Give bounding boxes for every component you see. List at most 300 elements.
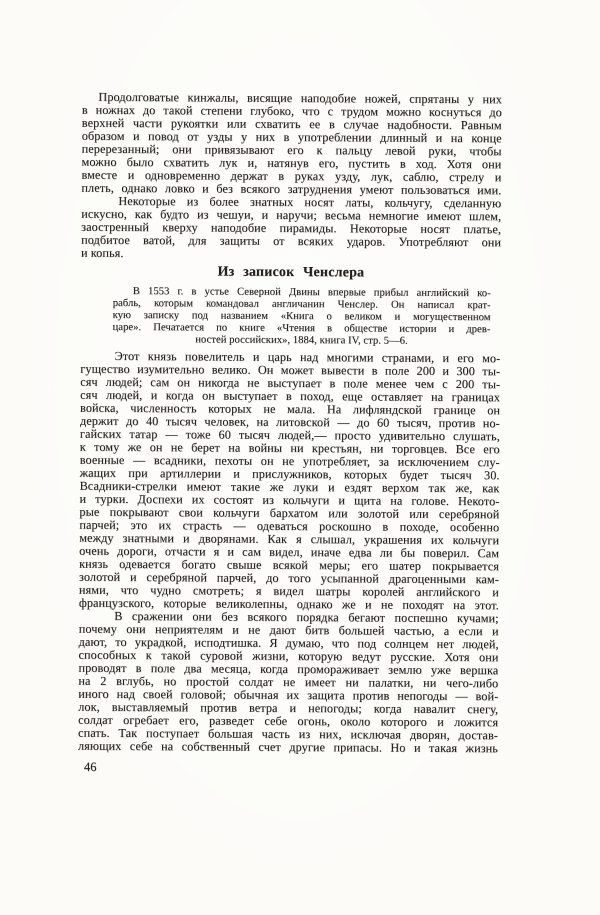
word: чешуи, <box>216 207 254 222</box>
word: землю <box>388 662 422 677</box>
word: всякого <box>240 181 281 196</box>
word: и, <box>247 155 258 170</box>
word: в <box>382 519 389 534</box>
word: Некоторые <box>349 221 408 236</box>
word: вой- <box>475 689 499 704</box>
word: тысяч <box>238 427 271 442</box>
word: и <box>442 350 450 365</box>
word: дворянами. <box>198 531 259 546</box>
word: — <box>455 689 468 704</box>
word: 30. <box>483 468 500 483</box>
word: и <box>227 544 235 559</box>
word: Он <box>257 362 274 377</box>
word: покрывают <box>109 504 169 520</box>
word: до <box>489 105 502 120</box>
word: непогоды <box>397 688 448 703</box>
word: простой <box>186 674 230 689</box>
word: командовал <box>205 298 259 310</box>
word: себе <box>264 713 288 728</box>
word: они <box>479 650 499 665</box>
word: будто <box>160 207 190 222</box>
word: и <box>491 624 499 639</box>
word: — <box>337 415 350 430</box>
word: что <box>331 636 350 651</box>
word: за <box>378 454 390 469</box>
word: они <box>192 609 212 624</box>
word: вместе <box>81 167 118 182</box>
word: подбитое <box>81 232 130 248</box>
word: Я <box>269 635 278 650</box>
word: кольчуги <box>213 505 260 520</box>
word: случае <box>343 117 379 132</box>
word: Все <box>455 442 476 457</box>
word: с <box>442 376 448 391</box>
word: ее <box>309 117 321 132</box>
word: обычная <box>233 687 279 702</box>
word: ни <box>345 675 359 690</box>
word: саблю, <box>402 169 439 184</box>
word: сам <box>150 375 170 390</box>
word: Некоторые <box>118 193 176 209</box>
word: непогоды; <box>308 701 362 716</box>
word: носят <box>304 195 335 210</box>
word: рукоятки <box>170 116 219 131</box>
word: поспешно <box>394 610 448 625</box>
word: торговцев. <box>391 441 448 456</box>
word: кинжалы, <box>187 90 239 105</box>
word: вывести <box>321 363 365 378</box>
paragraph-battle-and-hardiness <box>78 610 499 756</box>
word: его <box>457 351 474 366</box>
word: знатных <box>249 194 294 210</box>
word: могущественном <box>412 311 491 324</box>
word: г. <box>177 286 184 298</box>
word: ляющих <box>77 738 122 753</box>
word: и <box>79 491 87 506</box>
word: Всадники-стрелки <box>79 478 177 494</box>
word: для <box>188 233 207 248</box>
word: и <box>232 622 239 637</box>
word: и <box>182 531 190 546</box>
word: — <box>233 518 246 533</box>
word: рые <box>79 504 100 519</box>
word: французского, <box>78 595 155 611</box>
word: луки <box>293 480 319 495</box>
word: 2 <box>100 673 107 688</box>
word: одеваться <box>256 518 308 534</box>
word: на <box>161 739 174 754</box>
word: и <box>132 129 140 144</box>
word: в <box>326 323 333 335</box>
word: исключая <box>350 727 402 742</box>
word: Он <box>390 299 405 311</box>
word: припасы. <box>333 740 383 755</box>
word: написал <box>417 299 455 311</box>
word: если <box>458 624 483 639</box>
word: платье, <box>463 222 502 237</box>
word: что <box>301 104 320 119</box>
word: такая <box>428 740 458 756</box>
word: одевается <box>119 556 171 572</box>
word: Печатается <box>153 322 205 334</box>
word: на <box>228 440 241 455</box>
word: не <box>282 453 295 469</box>
word: в <box>81 102 88 117</box>
word: литовской <box>276 414 330 430</box>
word: и <box>365 597 372 612</box>
word: особенно <box>449 519 500 535</box>
word: князь <box>147 349 177 364</box>
word: почему <box>78 621 118 636</box>
word: чтобы <box>469 144 502 159</box>
word: их <box>430 532 444 547</box>
word: человек, <box>204 414 250 429</box>
word: длинный <box>379 130 428 145</box>
word: всякого <box>247 609 288 624</box>
word: ветра <box>248 700 278 715</box>
text-line: ностей российских», 1884, книга IV, стр. 5—6. <box>195 334 408 347</box>
word: усыпанной <box>320 571 379 586</box>
word: ножей, <box>364 91 401 106</box>
word: лук, <box>370 169 393 184</box>
word: будет <box>399 467 429 482</box>
word: огонь, <box>297 714 331 729</box>
word: слу- <box>477 455 500 470</box>
word: кверху <box>162 220 198 235</box>
word: Продолговатые <box>98 89 180 105</box>
word: страсть <box>182 518 223 533</box>
word: и <box>494 170 502 185</box>
word: и <box>233 466 240 481</box>
word: руках <box>294 169 325 184</box>
word: такие <box>230 479 261 494</box>
word: его <box>361 558 379 573</box>
word: затруднения <box>287 181 353 197</box>
word: коснуться <box>428 104 482 120</box>
word: тысяч <box>440 467 472 483</box>
word: над <box>299 350 319 365</box>
word: Двины <box>288 286 320 299</box>
word: поле <box>384 363 410 378</box>
word: великом <box>344 311 382 323</box>
word: поле <box>343 376 368 391</box>
text-line <box>79 636 499 652</box>
word: большая <box>207 726 253 741</box>
word: мо- <box>482 351 501 366</box>
word: и <box>442 363 450 378</box>
word: же, <box>455 481 473 496</box>
word: их <box>286 687 300 703</box>
word: против <box>352 688 390 703</box>
word: руки, <box>428 143 457 159</box>
word: собственный <box>181 739 251 754</box>
word: всяких <box>297 234 334 249</box>
word: весьма <box>324 208 361 223</box>
word: Ченслер. <box>337 299 378 311</box>
word: узду, <box>334 169 361 184</box>
word: численность <box>130 401 197 416</box>
word: лок, <box>78 699 100 714</box>
word: очень <box>79 543 110 558</box>
word: было <box>126 154 154 170</box>
word: мала. <box>287 401 316 417</box>
word: употребляет, <box>302 454 371 469</box>
word: не <box>170 440 183 455</box>
word: которую <box>298 649 343 664</box>
word: глубоко, <box>250 103 295 119</box>
word: прислужников, <box>252 466 332 482</box>
word: битв <box>305 623 330 638</box>
paragraph-daggers-horsemanship <box>81 91 502 198</box>
word: турки. <box>95 491 129 507</box>
word: жащих <box>79 465 117 480</box>
word: что <box>120 582 139 598</box>
word: из <box>186 194 199 209</box>
word: против <box>200 700 238 715</box>
word: странами, <box>381 350 435 365</box>
word: чудно <box>150 583 182 598</box>
word: 40 <box>145 414 159 429</box>
word: поле <box>150 661 176 676</box>
word: до <box>357 415 370 430</box>
word: себе <box>129 739 153 754</box>
word: украдкой, <box>134 635 187 650</box>
word: парчей; <box>79 517 120 532</box>
word: в <box>399 156 406 171</box>
word: кольчуги <box>282 492 330 508</box>
word: ездят <box>344 480 373 495</box>
word: он <box>149 440 163 455</box>
word: в <box>371 363 378 378</box>
word: жизнь <box>465 741 498 756</box>
word: Как <box>267 531 288 546</box>
word: Употребляют <box>398 234 469 250</box>
word: и <box>327 480 335 495</box>
word: под <box>357 636 377 651</box>
word: Этот <box>114 348 140 364</box>
word: пехоты <box>214 453 253 468</box>
word: солдат <box>238 674 274 689</box>
word: королей <box>362 584 405 599</box>
word: покрывается <box>432 558 500 574</box>
word: защита <box>307 688 345 703</box>
word: русские. <box>390 649 436 664</box>
word: способных <box>78 647 137 663</box>
word: висящие <box>246 90 293 106</box>
word: войны <box>248 440 283 455</box>
word: натянув <box>267 155 309 171</box>
word: из <box>262 492 275 507</box>
word: и <box>289 700 297 716</box>
word: границах <box>451 389 501 405</box>
word: в <box>285 388 292 404</box>
word: крат- <box>467 300 491 312</box>
word: трудом <box>340 104 379 119</box>
word: с <box>327 104 334 119</box>
word: порядка <box>296 610 339 625</box>
word: драгоценными <box>388 571 466 587</box>
word: слушать, <box>453 428 500 444</box>
word: менее <box>375 376 407 391</box>
word: огребает <box>123 712 169 728</box>
word: к <box>145 648 152 663</box>
word: — <box>132 453 146 468</box>
word: держит <box>79 413 119 428</box>
word: или <box>328 506 348 521</box>
word: но <box>163 674 177 689</box>
word: «Чтения <box>276 322 315 335</box>
word: пользоваться <box>400 182 470 198</box>
word: я <box>213 544 220 559</box>
word: великолепны, <box>215 596 288 611</box>
word: лифляндской <box>352 402 422 417</box>
word: счет <box>258 739 281 754</box>
word: многими <box>326 350 374 365</box>
word: сражении <box>131 609 183 624</box>
word: искусно, <box>81 206 127 221</box>
word: по <box>216 322 228 334</box>
word: наподобие <box>210 220 267 235</box>
word: гущество <box>80 361 130 377</box>
word: меры; <box>319 558 351 573</box>
word: кольчугу, <box>384 195 433 210</box>
word: от <box>273 233 285 248</box>
word: около <box>340 714 371 729</box>
word: серебряной <box>146 570 208 585</box>
word: — <box>165 427 178 442</box>
word: или <box>226 116 247 131</box>
word: людей, <box>462 637 499 652</box>
word: имеют <box>186 479 222 494</box>
word: так <box>428 480 446 495</box>
word: из <box>298 727 311 742</box>
word: навалит <box>413 701 456 717</box>
word: и <box>338 493 346 508</box>
word: в <box>283 129 290 144</box>
word: в <box>191 286 197 298</box>
word: и <box>448 323 455 335</box>
word: образом <box>81 128 125 143</box>
word: тысяч, <box>396 415 432 430</box>
word: пирамиды. <box>279 220 337 236</box>
word: «Книга <box>280 310 314 323</box>
word: ко- <box>477 288 491 300</box>
word: спрятаны <box>409 91 460 107</box>
word: На <box>326 402 342 417</box>
word: смотреть; <box>192 583 245 598</box>
word: большей <box>338 623 385 638</box>
word: уже <box>430 662 451 677</box>
word: они <box>172 142 192 157</box>
word: военные <box>79 452 125 467</box>
word: же <box>341 597 356 612</box>
word: я <box>255 583 262 598</box>
word: конце <box>471 131 502 146</box>
word: удивительно <box>378 428 446 443</box>
word: такой <box>161 648 191 663</box>
word: ведут <box>351 649 381 664</box>
word: когда <box>165 388 194 403</box>
word: заостренный <box>81 219 150 235</box>
word: походят <box>402 597 444 612</box>
word: когда <box>260 661 289 676</box>
word: носят <box>420 221 451 236</box>
word: шатер <box>389 558 422 573</box>
word: его, <box>179 713 199 728</box>
word: вглубь, <box>116 673 154 689</box>
word: князь <box>79 556 109 571</box>
word: верхней <box>81 115 125 130</box>
word: золотой <box>78 569 121 584</box>
word: исподтишка. <box>194 635 262 650</box>
word: ни <box>423 675 437 690</box>
word: которым <box>153 298 194 310</box>
word: до <box>266 570 279 585</box>
word: на <box>453 597 466 613</box>
word: Северной <box>236 286 281 298</box>
word: всякой <box>272 557 308 573</box>
word: Хотя <box>446 156 472 172</box>
word: то <box>115 634 127 650</box>
word: надобности. <box>387 117 453 132</box>
word: ни <box>290 440 304 456</box>
word: однако <box>296 597 333 612</box>
word: ложится <box>454 715 499 730</box>
word: английский <box>416 287 470 300</box>
word: просто <box>334 428 371 443</box>
word: рабль, <box>112 297 141 310</box>
word: походе, <box>399 519 439 534</box>
word: он <box>487 403 501 418</box>
word: крестьян, <box>311 441 363 456</box>
word: же <box>269 479 284 494</box>
word: отчасти <box>164 544 206 559</box>
word: или <box>409 506 429 521</box>
word: Так <box>118 725 138 741</box>
word: не <box>263 401 276 416</box>
word: он <box>202 388 215 403</box>
word: царь <box>267 349 292 365</box>
word: обществе <box>344 323 388 335</box>
word: знатными <box>122 530 175 546</box>
word: до <box>142 103 156 118</box>
word: Но <box>390 740 406 755</box>
word: татар <box>129 427 158 442</box>
word: как <box>134 207 153 222</box>
word: сяч <box>80 387 98 402</box>
word: узды <box>207 129 233 144</box>
word: он <box>260 453 274 468</box>
word: лук <box>219 155 238 170</box>
word: степени <box>200 103 243 118</box>
word: верхом <box>381 480 419 495</box>
word: выставляемый <box>111 699 189 715</box>
word: это <box>130 518 148 533</box>
word: Некото- <box>457 494 500 509</box>
word: одновременно <box>144 168 221 183</box>
word: книге <box>239 322 265 334</box>
word: суровой <box>200 648 243 663</box>
word: устье <box>204 286 229 298</box>
word: и <box>435 130 443 145</box>
word: впервые <box>327 287 366 299</box>
word: Хотя <box>444 649 470 665</box>
word: выступает <box>223 388 278 403</box>
word: думаю, <box>285 635 324 651</box>
word: к <box>79 439 86 454</box>
word: когда <box>373 701 402 716</box>
word: немногие <box>368 208 419 223</box>
